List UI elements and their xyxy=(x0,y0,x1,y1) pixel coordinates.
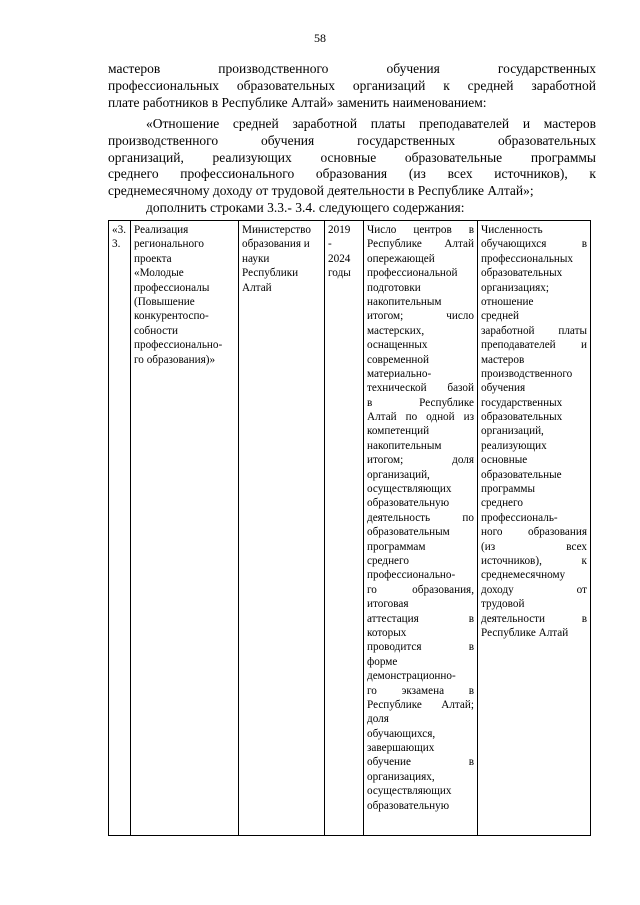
cell-line: 2019 xyxy=(328,224,351,236)
cell-line: 3. xyxy=(112,238,121,251)
cell-line: форме xyxy=(367,655,398,668)
cell-line: го экзамена в xyxy=(367,684,474,697)
cell-line: подготовки xyxy=(367,281,421,294)
cell-line: Алтай xyxy=(242,281,272,294)
cell-line: среднего xyxy=(367,554,409,567)
cell-line: Реализация xyxy=(134,224,189,236)
program-table xyxy=(108,220,591,836)
quoted-indicator-name xyxy=(108,116,596,200)
cell-line: среднего xyxy=(481,497,523,510)
cell-line: конкурентоспо- xyxy=(134,310,209,323)
cell-line: Республике Алтай; xyxy=(367,698,474,711)
period-text xyxy=(328,223,360,833)
text-line: среднемесячному доходу от трудовой деятельности в Республике Алтай»; xyxy=(108,183,534,199)
cell-line: - xyxy=(328,238,332,251)
cell-line: накопительным xyxy=(367,439,442,452)
cell-line: Число центров в xyxy=(367,224,474,236)
executor-text xyxy=(242,223,321,833)
cell-line: мастеров xyxy=(481,353,525,366)
cell-line: материально- xyxy=(367,367,432,380)
cell-line: итогом; доля xyxy=(367,454,474,467)
table-row xyxy=(109,221,591,836)
cell-line: среднемесячному xyxy=(481,569,566,582)
cell-line: го образования, xyxy=(367,583,474,596)
cell-line: аттестация в xyxy=(367,612,474,625)
cell-line: завершающих xyxy=(367,742,435,755)
cell-line: реализующих xyxy=(481,439,547,452)
cell-line: Численность xyxy=(481,224,543,236)
cell-line: источников), к xyxy=(481,554,587,567)
cell-line: организациях, xyxy=(367,770,435,783)
cell-line: обучения xyxy=(481,382,526,395)
cell-line: итоговая xyxy=(367,598,409,611)
cell-line: программам xyxy=(367,540,426,553)
cell-line: собности xyxy=(134,324,178,337)
cell-line: доля xyxy=(367,713,389,726)
cell-line: накопительным xyxy=(367,295,442,308)
cell-line: обучение в xyxy=(367,756,474,769)
addition-instruction: дополнить строками 3.3.- 3.4. следующего содержания: xyxy=(146,200,465,215)
cell-line: осуществляющих xyxy=(367,483,452,496)
row-number-text xyxy=(112,223,127,833)
cell-line: «Молодые xyxy=(134,267,184,280)
cell-line: производственного xyxy=(481,367,573,380)
cell-line: Алтай по одной из xyxy=(367,411,474,424)
cell-line: Министерство xyxy=(242,224,311,236)
cell-line: демонстрационно- xyxy=(367,670,456,683)
cell-line: доходу от xyxy=(481,583,587,596)
indicators-cell xyxy=(364,221,478,836)
cell-line: (из всех xyxy=(481,540,587,553)
cell-line: средней xyxy=(481,310,520,323)
cell-line: регионального xyxy=(134,238,204,251)
cell-line: технической базой xyxy=(367,382,474,395)
cell-line: Республике Алтай xyxy=(481,626,569,639)
cell-line: профессионалы xyxy=(134,281,210,294)
cell-line: профессиональной xyxy=(367,267,458,280)
cell-line: образовательным xyxy=(367,526,450,539)
cell-line: современной xyxy=(367,353,430,366)
cell-line: го образования)» xyxy=(134,353,216,366)
cell-line: «3. xyxy=(112,224,126,236)
cell-line: заработной платы xyxy=(481,324,587,337)
cell-line: профессионально- xyxy=(367,569,456,582)
cell-line: основные xyxy=(481,454,528,467)
cell-line: оснащенных xyxy=(367,339,428,352)
text-line: организаций, реализующих основные образовательные программы xyxy=(108,149,596,165)
text-line: «Отношение средней заработной платы преподавателей и мастеров xyxy=(146,116,596,131)
text-line: плате работников в Республике Алтай» заменить наименованием: xyxy=(108,94,487,110)
cell-line: годы xyxy=(328,267,351,280)
cell-line: науки xyxy=(242,252,270,265)
row-number-cell xyxy=(109,221,131,836)
cell-line: деятельности в xyxy=(481,612,587,625)
cell-line: отношение xyxy=(481,295,534,308)
event-text xyxy=(134,223,235,833)
intro-paragraph xyxy=(108,61,596,111)
cell-line: образовательных xyxy=(481,267,563,280)
period-cell xyxy=(325,221,364,836)
cell-line: которых xyxy=(367,626,407,639)
cell-line: 2024 xyxy=(328,252,351,265)
text-line: среднего профессионального образования (из всех источников), к xyxy=(108,166,596,182)
indicators-text xyxy=(367,223,474,833)
cell-line: компетенций xyxy=(367,425,430,438)
cell-line: образовательную xyxy=(367,497,450,510)
cell-line: итогом; число xyxy=(367,310,474,323)
cell-line: организаций, xyxy=(367,468,430,481)
cell-line: образовательные xyxy=(481,468,562,481)
cell-line: мастерских, xyxy=(367,324,425,337)
result-text xyxy=(481,223,587,833)
cell-line: обучающихся в xyxy=(481,238,587,251)
cell-line: образовательную xyxy=(367,799,450,812)
cell-line: государственных xyxy=(481,396,563,409)
text-line: профессиональных образовательных организаций к средней заработной xyxy=(108,77,596,93)
page-number: 58 xyxy=(314,31,326,45)
cell-line: образования и xyxy=(242,238,310,251)
cell-line: обучающихся, xyxy=(367,727,436,740)
cell-line: проекта xyxy=(134,252,172,265)
cell-line: деятельность по xyxy=(367,511,474,524)
text-line: мастеров производственного обучения государственных xyxy=(108,61,596,76)
cell-line: Республике Алтай xyxy=(367,238,474,251)
event-cell xyxy=(131,221,239,836)
cell-line: образовательных xyxy=(481,411,563,424)
cell-line: трудовой xyxy=(481,598,525,611)
cell-line: профессионально- xyxy=(134,339,223,352)
cell-line: Республики xyxy=(242,267,299,280)
cell-line: профессиональных xyxy=(481,252,574,265)
cell-line: осуществляющих xyxy=(367,785,452,798)
cell-line: организациях; xyxy=(481,281,549,294)
cell-line: преподавателей и xyxy=(481,339,587,352)
cell-line: организаций, xyxy=(481,425,544,438)
cell-line: в Республике xyxy=(367,396,474,409)
cell-line: программы xyxy=(481,483,535,496)
cell-line: ного образования xyxy=(481,526,587,539)
cell-line: (Повышение xyxy=(134,295,195,308)
result-cell xyxy=(478,221,591,836)
cell-line: проводится в xyxy=(367,641,474,654)
cell-line: опережающей xyxy=(367,252,435,265)
executor-cell xyxy=(239,221,325,836)
text-line: производственного обучения государственных образовательных xyxy=(108,132,596,148)
cell-line: профессиональ- xyxy=(481,511,558,524)
